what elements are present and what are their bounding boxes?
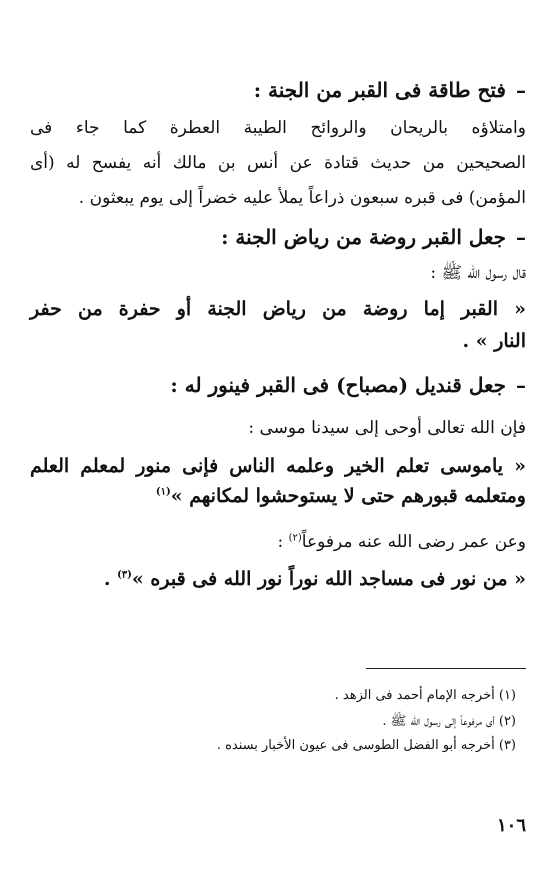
footnote: (٢) أى مرفوعاً إلى رسول الله ﷺ . xyxy=(382,714,516,729)
hadith-quote-line: النار » . xyxy=(462,330,526,352)
footnote: (١) أخرجه الإمام أحمد فى الزهد . xyxy=(334,688,516,703)
hadith-quote-line xyxy=(30,568,526,590)
section-heading-text: فتح طاقة فى القبر من الجنة : xyxy=(253,78,506,102)
section-heading: –جعل قنديل (مصباح) فى القبر فينور له : xyxy=(170,373,526,397)
hadith-quote-line: « القبر إما روضة من رياض الجنة أو حفرة من حفر xyxy=(30,298,526,320)
section-heading-text: جعل قنديل (مصباح) فى القبر فينور له : xyxy=(170,373,506,397)
footnote-ref: (١) xyxy=(155,486,171,498)
hadith-quote-line xyxy=(30,485,526,507)
footnote-ref: (٣) xyxy=(117,569,132,581)
hadith-quote-text: ومتعلمه قبورهم حتى لا يستوحشوا لمكانهم » xyxy=(170,485,526,507)
page-number: ١٠٦ xyxy=(496,815,526,836)
paragraph-line: الصحيحين من حديث قتادة عن أنس بن مالك أنه يفسح له (أى xyxy=(30,153,526,173)
quote-tail: . xyxy=(103,568,118,590)
section-heading: –جعل القبر روضة من رياض الجنة : xyxy=(221,225,526,249)
footnote-ref: (٢) xyxy=(288,532,302,544)
hadith-quote-text: « من نور فى مساجد الله نوراً نور الله فى قبره » xyxy=(131,568,526,590)
hadith-quote-line: « ياموسى تعلم الخير وعلمه الناس فإنى منور لمعلم العلم xyxy=(30,455,526,477)
paragraph-text: وعن عمر رضى الله عنه مرفوعاً xyxy=(301,532,526,552)
paragraph-line: فإن الله تعالى أوحى إلى سيدنا موسى : xyxy=(248,418,526,438)
footnote-divider xyxy=(366,668,526,669)
paragraph-line xyxy=(30,532,526,552)
paragraph-line: المؤمن) فى قبره سبعون ذراعاً يملأ عليه خضراً إلى يوم يبعثون . xyxy=(78,188,526,208)
paragraph-tail: : xyxy=(277,532,289,552)
section-heading: –فتح طاقة فى القبر من الجنة : xyxy=(253,78,526,102)
paragraph-line: وامتلاؤه بالريحان والروائح الطيبة العطرة كما جاء فى xyxy=(30,118,526,138)
section-heading-text: جعل القبر روضة من رياض الجنة : xyxy=(221,225,506,249)
paragraph-line: قال رسول الله ﷺ : xyxy=(430,263,526,283)
footnote: (٣) أخرجه أبو الفضل الطوسى فى عيون الأخبار بسنده . xyxy=(216,738,516,753)
